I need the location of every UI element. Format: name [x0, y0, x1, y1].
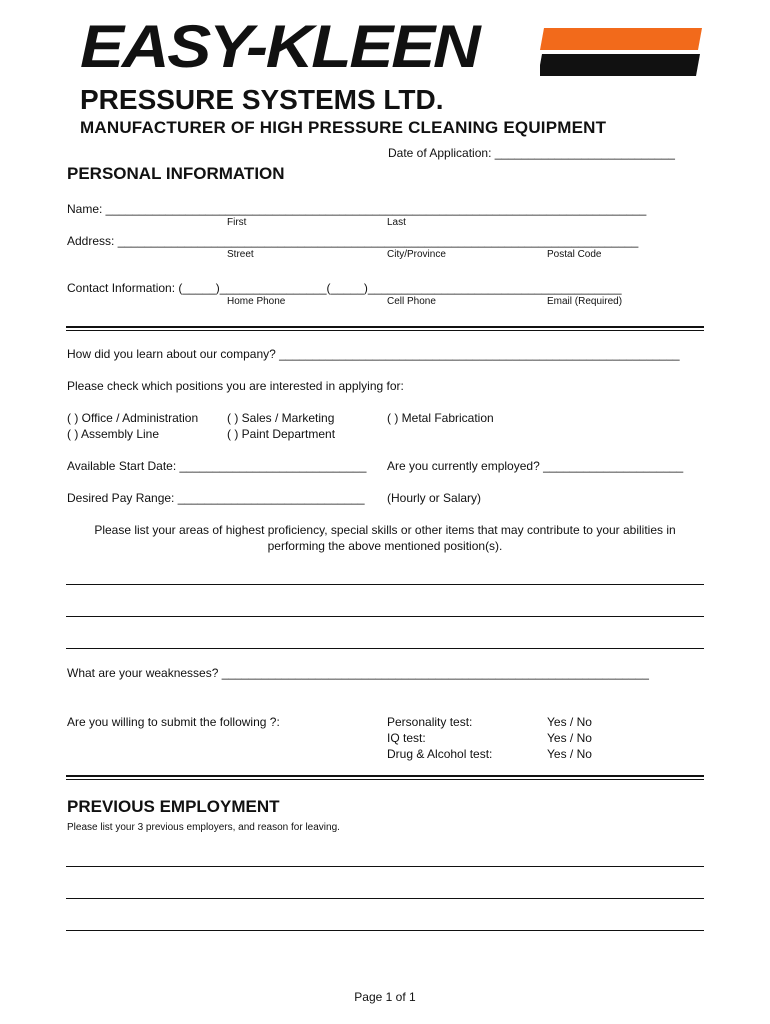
position-paint-checkbox[interactable]: ( ) Paint Department — [227, 427, 336, 441]
tests-prompt: Are you willing to submit the following ?: — [67, 715, 280, 729]
proficiency-answer-line[interactable] — [66, 648, 704, 649]
brand-logo-text: EASY-KLEEN — [80, 13, 479, 80]
section-divider — [66, 775, 704, 780]
name-first-caption: First — [227, 217, 247, 228]
employed-field[interactable]: Are you currently employed? _____________________ — [387, 459, 684, 473]
previous-employment-heading: PREVIOUS EMPLOYMENT — [67, 797, 280, 816]
proficiency-prompt-line2: performing the above mentioned position(s). — [267, 539, 503, 553]
proficiency-answer-line[interactable] — [66, 584, 704, 585]
previous-employment-note: Please list your 3 previous employers, and reason for leaving. — [67, 822, 340, 833]
address-field[interactable]: Address: ______________________________________________________________________________ — [67, 234, 639, 248]
pay-range-field[interactable]: Desired Pay Range: ____________________________ — [67, 491, 365, 505]
positions-prompt: Please check which positions you are interested in applying for: — [67, 379, 404, 393]
weaknesses-field[interactable]: What are your weaknesses? ________________________________________________________________ — [67, 666, 649, 680]
position-assembly-checkbox[interactable]: ( ) Assembly Line — [67, 427, 160, 441]
cell-phone-caption: Cell Phone — [387, 296, 436, 307]
page-number: Page 1 of 1 — [354, 990, 416, 1004]
test-name: Drug & Alcohol test: — [387, 747, 493, 761]
contact-field[interactable]: Contact Information: (_____)________________(_____)______________________________________ — [67, 281, 622, 295]
start-date-field[interactable]: Available Start Date: ____________________________ — [67, 459, 367, 473]
personal-info-heading: PERSONAL INFORMATION — [67, 164, 285, 183]
brand-subtitle: PRESSURE SYSTEMS LTD. — [80, 84, 444, 115]
brand-tagline: MANUFACTURER OF HIGH PRESSURE CLEANING EQUIPMENT — [80, 118, 607, 137]
address-postal-caption: Postal Code — [547, 249, 602, 260]
employer-answer-line[interactable] — [66, 930, 704, 931]
logo-stripes-icon — [540, 28, 702, 80]
name-last-caption: Last — [387, 217, 406, 228]
proficiency-prompt-line1: Please list your areas of highest proficiency, special skills or other items that may contribute to your abilities in — [94, 523, 676, 537]
employer-answer-line[interactable] — [66, 898, 704, 899]
test-name: Personality test: — [387, 715, 473, 729]
date-of-application-field[interactable]: Date of Application: ___________________________ — [388, 146, 675, 160]
test-name: IQ test: — [387, 731, 426, 745]
address-city-caption: City/Province — [387, 249, 446, 260]
name-field[interactable]: Name: _________________________________________________________________________________ — [67, 202, 647, 216]
position-metal-checkbox[interactable]: ( ) Metal Fabrication — [387, 411, 494, 425]
pay-type-note: (Hourly or Salary) — [387, 491, 482, 505]
test-yes-no[interactable]: Yes / No — [547, 731, 592, 745]
employer-answer-line[interactable] — [66, 866, 704, 867]
logo-accent-bars — [540, 28, 700, 50]
test-yes-no[interactable]: Yes / No — [547, 747, 592, 761]
position-sales-checkbox[interactable]: ( ) Sales / Marketing — [227, 411, 335, 425]
home-phone-caption: Home Phone — [227, 296, 286, 307]
test-yes-no[interactable]: Yes / No — [547, 715, 592, 729]
section-divider — [66, 326, 704, 331]
learn-about-field[interactable]: How did you learn about our company? ____________________________________________________________ — [67, 347, 680, 361]
position-office-checkbox[interactable]: ( ) Office / Administration — [67, 411, 199, 425]
proficiency-answer-line[interactable] — [66, 616, 704, 617]
email-caption: Email (Required) — [547, 296, 623, 307]
address-street-caption: Street — [227, 249, 254, 260]
